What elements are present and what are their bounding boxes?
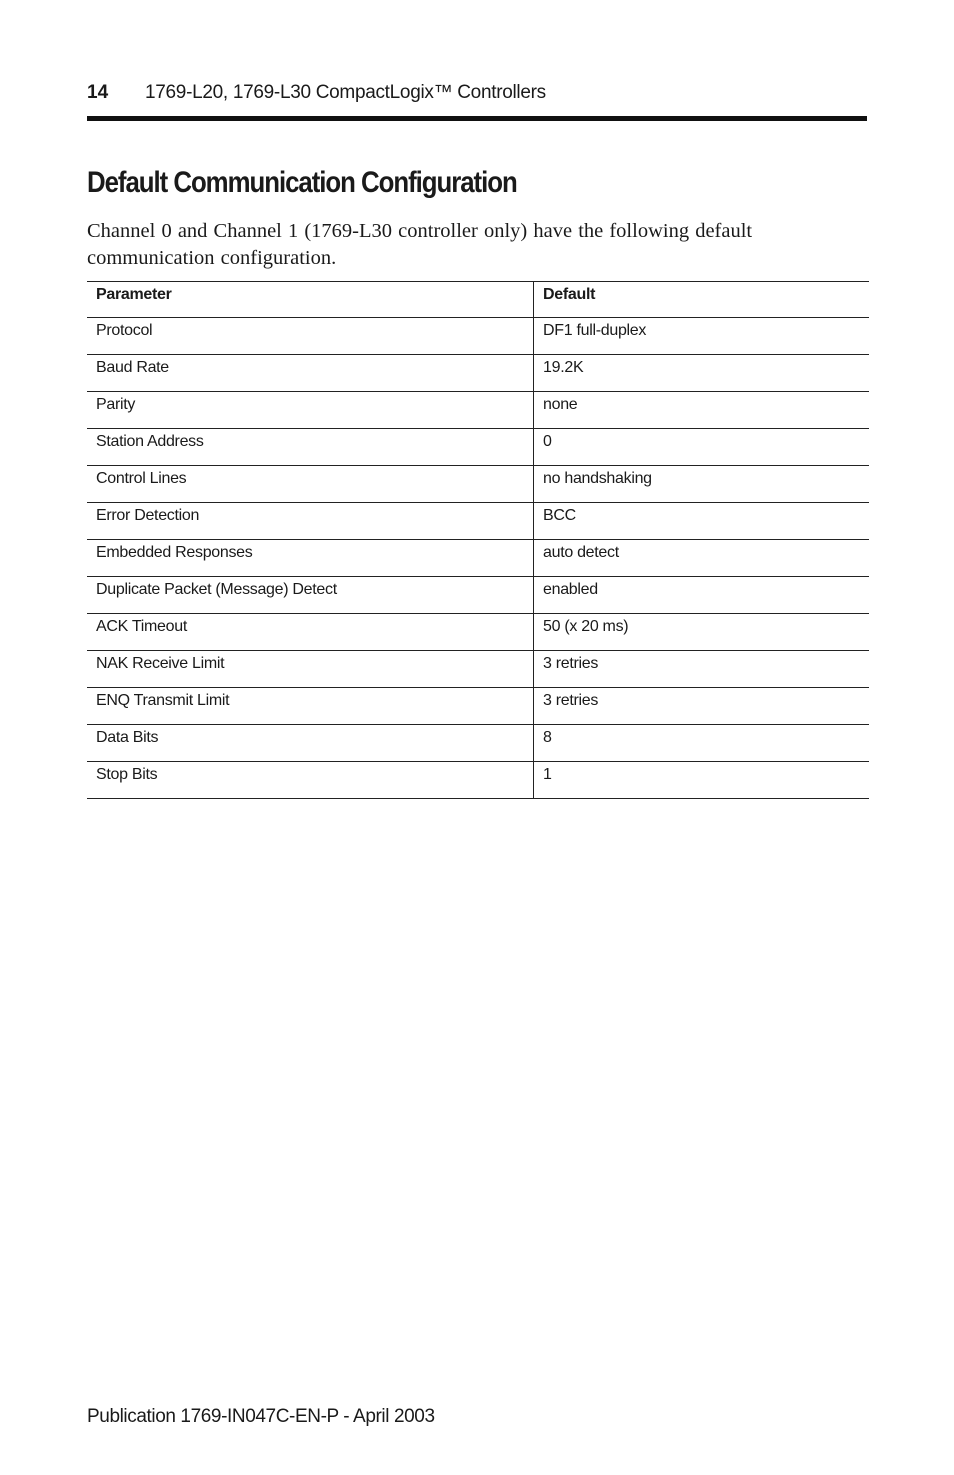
default-cell: enabled	[534, 577, 870, 614]
parameter-cell: Station Address	[87, 429, 534, 466]
page-number: 14	[87, 82, 109, 103]
default-cell: 0	[534, 429, 870, 466]
default-cell: 3 retries	[534, 688, 870, 725]
parameter-cell: Protocol	[87, 318, 534, 355]
parameter-cell: Parity	[87, 392, 534, 429]
publication-footer: Publication 1769-IN047C-EN-P - April 2003	[87, 1406, 435, 1427]
parameter-cell: Embedded Responses	[87, 540, 534, 577]
default-config-table	[87, 281, 869, 799]
header-rule	[87, 116, 867, 121]
default-cell: 3 retries	[534, 651, 870, 688]
column-header-parameter: Parameter	[87, 282, 534, 318]
default-cell: no handshaking	[534, 466, 870, 503]
running-title: 1769-L20, 1769-L30 CompactLogix™ Controllers	[145, 82, 546, 103]
table-row	[87, 466, 869, 503]
parameter-cell: ACK Timeout	[87, 614, 534, 651]
parameter-cell: Control Lines	[87, 466, 534, 503]
default-cell: auto detect	[534, 540, 870, 577]
page-header	[87, 82, 867, 108]
table-row	[87, 318, 869, 355]
table-row	[87, 725, 869, 762]
parameter-cell: ENQ Transmit Limit	[87, 688, 534, 725]
default-cell: 19.2K	[534, 355, 870, 392]
column-header-default: Default	[534, 282, 870, 318]
table-row	[87, 503, 869, 540]
parameter-cell: Baud Rate	[87, 355, 534, 392]
table-row	[87, 355, 869, 392]
parameter-cell: NAK Receive Limit	[87, 651, 534, 688]
table-row	[87, 688, 869, 725]
table-header-row	[87, 282, 869, 318]
default-cell: DF1 full-duplex	[534, 318, 870, 355]
table-row	[87, 651, 869, 688]
default-cell: 1	[534, 762, 870, 799]
table-row	[87, 540, 869, 577]
intro-paragraph: Channel 0 and Channel 1 (1769-L30 controller only) have the following default communication configuration.	[87, 220, 753, 269]
default-cell: none	[534, 392, 870, 429]
default-cell: 8	[534, 725, 870, 762]
parameter-cell: Duplicate Packet (Message) Detect	[87, 577, 534, 614]
table-row	[87, 577, 869, 614]
table-row	[87, 762, 869, 799]
section-title: Default Communication Configuration	[87, 166, 517, 199]
table-row	[87, 392, 869, 429]
table-row	[87, 429, 869, 466]
parameter-cell: Stop Bits	[87, 762, 534, 799]
table-row	[87, 614, 869, 651]
parameter-cell: Data Bits	[87, 725, 534, 762]
default-cell: 50 (x 20 ms)	[534, 614, 870, 651]
default-cell: BCC	[534, 503, 870, 540]
parameter-cell: Error Detection	[87, 503, 534, 540]
